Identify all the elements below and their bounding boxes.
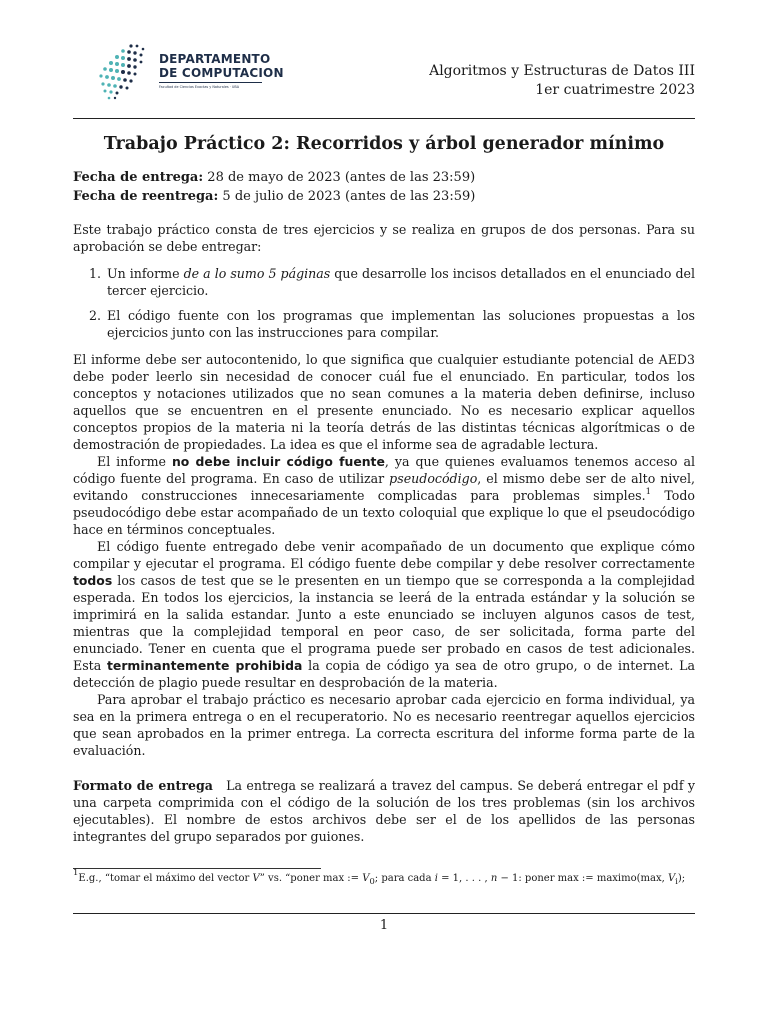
resubmit-date-line (73, 187, 475, 206)
logo-dot (133, 51, 136, 54)
document-title: Trabajo Práctico 2: Recorridos y árbol generador mínimo (103, 134, 665, 154)
logo-dot (115, 55, 119, 59)
logo-line-1: DEPARTAMENTO (159, 52, 271, 66)
logo-dot (109, 61, 113, 65)
text-run: , el mismo debe ser de alto nivel, evitando construcciones innecesariamente complicadas para problemas simples. (73, 471, 695, 503)
resubmit-date-label: Fecha de reentrega: (73, 189, 219, 204)
logo-dot (140, 54, 143, 57)
list-item (73, 265, 695, 299)
logo-dot (121, 49, 125, 53)
logo-dot (107, 83, 111, 87)
logo-dot (111, 76, 115, 80)
list-text: Un informe (107, 266, 184, 281)
logo-dot (127, 64, 131, 68)
footnote-number: 1 (73, 868, 79, 878)
text-run: − 1: poner max := maximo(max, (497, 873, 668, 884)
text-run: la copia de código ya sea de otro grupo, o de internet. La detección de plagio puede resultar en desprobación de la materia. (73, 658, 695, 690)
source-code-paragraph (73, 453, 695, 538)
logo-dot (140, 61, 143, 64)
logo-dot (109, 68, 113, 72)
math-var: i (434, 873, 438, 884)
document-page (73, 0, 695, 1024)
logo-dot (109, 90, 112, 93)
format-section (73, 777, 695, 845)
footnote (73, 868, 695, 889)
text-run: = 1, . . . , (437, 873, 491, 884)
logo-dot (126, 87, 129, 90)
text-run: El código fuente entregado debe venir acompañado de un documento que explique cómo compilar y ejecutar el programa. El código fuente debe compilar y debe resolver correctamente (73, 539, 695, 571)
logo-dot (115, 62, 119, 66)
logo-dot (116, 92, 119, 95)
logo-dot (119, 85, 122, 88)
footnote-rule (73, 868, 321, 869)
course-info (429, 62, 695, 100)
logo-dot (123, 78, 127, 82)
logo-divider (159, 82, 262, 83)
math-var: V (252, 873, 260, 884)
text-run: ; para cada (374, 873, 435, 884)
text-run: ); (677, 873, 686, 884)
logo-dot (121, 70, 125, 74)
logo-line-2: DE COMPUTACION (159, 66, 284, 80)
list-number: 2. (89, 308, 102, 323)
logo-dot (104, 90, 107, 93)
logo-dot (127, 57, 131, 61)
format-heading: Formato de entrega (73, 778, 213, 793)
emphasis-phrase: pseudocódigo (389, 471, 478, 486)
logo-dot (115, 69, 119, 73)
logo-dot (121, 56, 125, 60)
logo-dot (103, 67, 107, 71)
logo-dot (117, 77, 121, 81)
logo-dot (113, 84, 117, 88)
logo-dot (101, 82, 104, 85)
due-date-value: 28 de mayo de 2023 (antes de las 23:59) (207, 170, 476, 185)
footer-rule (73, 913, 695, 914)
logo-dot (114, 97, 116, 99)
text-run: , ya que quienes evaluamos tenemos acceso al código fuente del programa. En caso de utilizar (73, 454, 695, 486)
text-run: ” vs. “poner max := (259, 873, 363, 884)
bold-phrase: todos (73, 573, 113, 588)
text-run: Todo pseudocódigo debe estar acompañado de un texto coloquial que explique lo que el pseudocódigo hace en términos conceptuales. (73, 488, 695, 537)
bold-phrase: terminantemente prohibida (107, 658, 303, 673)
due-date-label: Fecha de entrega: (73, 170, 204, 185)
logo-dot (121, 63, 125, 67)
course-name: Algoritmos y Estructuras de Datos III (429, 63, 695, 79)
math-var: n (490, 873, 498, 884)
header-rule (73, 118, 695, 119)
logo-dot (142, 48, 145, 51)
compilation-paragraph (73, 538, 695, 691)
dates-block (73, 168, 475, 206)
text-run: El informe (97, 454, 172, 469)
course-term: 1er cuatrimestre 2023 (535, 82, 695, 98)
text-run: E.g., “tomar el máximo del vector (78, 873, 253, 884)
page-header (73, 40, 695, 112)
math-var: V (667, 873, 676, 884)
logo-dot (99, 74, 102, 77)
logo-dot (134, 73, 137, 76)
list-number: 1. (89, 266, 102, 281)
approval-paragraph: Para aprobar el trabajo práctico es necesario aprobar cada ejercicio en forma individual, ya sea en la primera entrega o en el recuperatorio. No es necesario reentregar aquellos ejercicios que sean aprobados en la primer entrega. La correcta escritura del informe forma parte de la evaluación. (73, 692, 695, 758)
logo-dot (133, 58, 137, 62)
document-body (73, 221, 695, 845)
logo-dots-icon (87, 42, 155, 102)
list-text: que desarrolle los incisos detallados en el enunciado del tercer ejercicio. (107, 266, 695, 298)
resubmit-date-value: 5 de julio de 2023 (antes de las 23:59) (222, 189, 476, 204)
list-emphasis: de a lo sumo 5 páginas (183, 266, 331, 281)
department-logo (87, 42, 287, 102)
math-var: V (362, 873, 370, 884)
format-text: La entrega se realizará a travez del campus. Se deberá entregar el pdf y una carpeta comprimida con el código de la solución de los tres problemas (sin los archivos ejecutables). El nombre de estos archivos debe ser el de los apellidos de las personas integrantes del grupo separados por guiones. (73, 778, 695, 844)
list-item (73, 307, 695, 341)
math-sub: i (675, 876, 678, 886)
self-contained-paragraph: El informe debe ser autocontenido, lo que significa que cualquier estudiante potencial de AED3 debe poder leerlo sin necesidad de conocer cuál fue el enunciado. En particular, todos los conceptos y notaciones utilizados que no sean comunes a la materia deben definirse, incluso aquellos que se encuentren en el presente enunciado. No es necesario explicar aquellos conceptos propios de la materia ni la teoría detrás de las distintas técnicas algorítmicas o de demostración de propiedades. La idea es que el informe sea de agradable lectura. (73, 352, 695, 452)
logo-subtitle: Facultad de Ciencias Exactas y Naturales · UBA (159, 85, 240, 89)
logo-dot (129, 44, 132, 47)
bold-phrase: no debe incluir código fuente (171, 454, 385, 469)
math-sub: 0 (369, 876, 375, 886)
logo-dot (127, 50, 131, 54)
logo-dot (127, 71, 131, 75)
text-run: los casos de test que se le presenten en un tiempo que se corresponda a la complejidad esperada. En todos los ejercicios, la instancia se leerá de la entrada estándar y la solución se imprimirá en la salida estandar. Junto a este enunciado se incluyen algunos casos de test, mientras que la complejidad temporal en peor caso, de ser solicitada, forma parte del enunciado. Tener en cuenta que el programa puede ser probado en casos de test adicionales. Esta (73, 573, 695, 673)
logo-dot (136, 45, 139, 48)
list-text: El código fuente con los programas que implementan las soluciones propuestas a los ejercicios junto con las instrucciones para compilar. (107, 308, 695, 340)
footnote-marker[interactable]: 1 (645, 487, 652, 497)
logo-dot (105, 75, 109, 79)
logo-dot (129, 79, 132, 82)
logo-dot (133, 65, 136, 68)
logo-dot (108, 97, 111, 100)
page-number: 1 (379, 918, 389, 933)
intro-paragraph: Este trabajo práctico consta de tres ejercicios y se realiza en grupos de dos personas. Para su aprobación se debe entregar: (73, 222, 695, 254)
requirements-list (73, 265, 695, 341)
due-date-line (73, 168, 475, 187)
